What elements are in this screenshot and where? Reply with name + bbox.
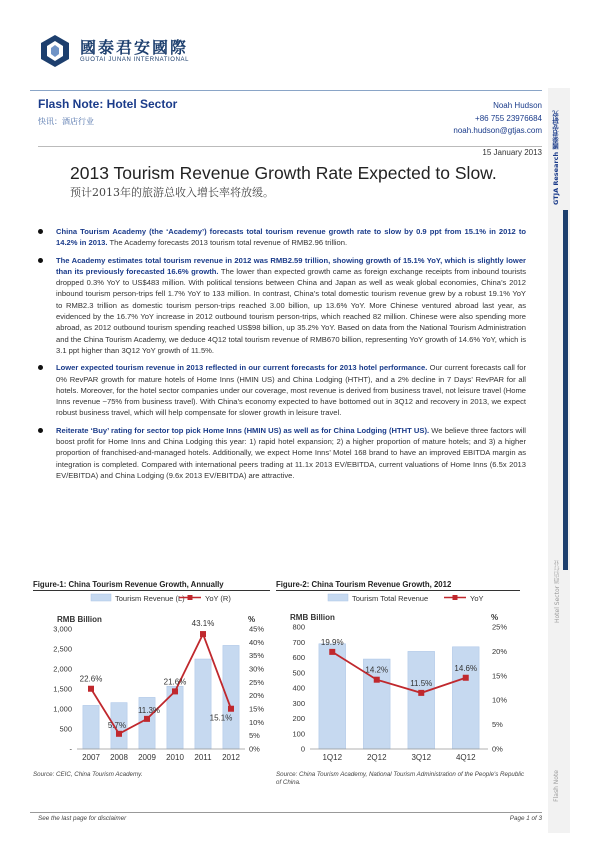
bullet-lead: The Academy estimates total tourism revenue in 2012 was RMB2.59 trillion, showing growth of 15.1% YoY, which is slightly lower than its previously forecasted 16.6% growth. (56, 255, 526, 276)
left-tick-label: 1,000 (53, 704, 72, 714)
report-title: 2013 Tourism Revenue Growth Rate Expected to Slow. (70, 163, 497, 183)
right-tick-label: 0% (492, 744, 503, 754)
right-tick-label: 25% (492, 622, 508, 632)
right-axis-title: % (248, 615, 256, 624)
left-axis-title: RMB Billion (290, 613, 335, 622)
left-tick-label: 2,000 (53, 664, 72, 674)
left-tick-label: 300 (292, 698, 305, 708)
left-tick-label: 800 (292, 622, 305, 632)
category-label: 2010 (166, 753, 184, 762)
bar (452, 647, 479, 749)
bullet-item (38, 362, 526, 418)
right-tick-label: 5% (249, 731, 260, 741)
legend-label-bar: Tourism Revenue (L) (115, 594, 185, 603)
category-label: 2008 (110, 753, 128, 762)
right-tick-label: 40% (249, 637, 265, 647)
data-label: 43.1% (191, 619, 215, 629)
bullet-dot-icon (38, 428, 43, 433)
legend-marker-line (453, 595, 458, 600)
figure2-source: Source: China Tourism Academy, National Tourism Administration of the People's Republic of China. (276, 771, 525, 786)
line-point (228, 706, 234, 712)
analyst-email: noah.hudson@gtjas.com (453, 126, 542, 135)
bar (408, 651, 435, 749)
left-tick-label: 3,000 (53, 624, 72, 634)
left-tick-label: - (69, 744, 72, 754)
bullet-dot-icon (38, 229, 43, 234)
bullet-body: The Academy forecasts 2013 tourism total revenue of RMB2.96 trillion. (107, 238, 348, 248)
legend-label-bar: Tourism Total Revenue (352, 594, 429, 603)
right-tick-label: 45% (249, 624, 265, 634)
sidebar-sector-label: Hotel Sector 酒店行业 (554, 560, 561, 623)
category-label: 2009 (138, 753, 156, 762)
left-tick-label: 2,500 (53, 644, 72, 654)
report-title-cn: 预计2013年的旅游总收入增长率将放缓。 (70, 186, 274, 199)
bar (195, 659, 211, 749)
data-label: 14.2% (365, 665, 389, 675)
footer-page-number: Page 1 of 3 (509, 815, 542, 822)
data-label: 11.5% (410, 678, 433, 688)
right-tick-label: 35% (249, 651, 265, 661)
bullet-list (38, 226, 526, 487)
line-point (329, 649, 335, 655)
data-label: 11.3% (137, 705, 161, 715)
bar (83, 705, 99, 749)
bullet-dot-icon (38, 365, 43, 370)
data-label: 22.6% (79, 674, 103, 684)
right-axis-title: % (491, 613, 499, 622)
bullet-lead: Lower expected tourism revenue in 2013 reflected in our current forecasts for 2013 hotel performance. (56, 363, 428, 373)
figure1-title: Figure-1: China Tourism Revenue Growth, Annually (33, 580, 224, 589)
right-tick-label: 5% (492, 720, 503, 730)
analyst-phone: +86 755 23976684 (475, 113, 542, 123)
date-rule (38, 146, 542, 147)
sidebar-research-label: GTJA Research 國泰君安研究 (552, 110, 560, 205)
category-label: 3Q12 (411, 753, 432, 762)
bullet-body: Our current forecasts call for 0% RevPAR growth for mature hotels of Home Inns (HMIN US) and China Lodging (HTHT), and a 2% decline in 7 Days’ RevPAR for all hotels. Moreover, for the hotel sector companies under our coverage, most revenue is derived from business travel, not leisure travel (Home Inns revenue ~75% from business travel). With China’s economy expected to have bottomed out in 3Q12 and recovery in 2013, we expect robust business travel, which will help compensate for slower growth in leisure travel. (56, 363, 526, 418)
legend-label-line: YoY (R) (205, 594, 231, 603)
bar (223, 645, 239, 749)
report-type-cn: 快讯：酒店行业 (38, 117, 94, 126)
line-point (418, 690, 424, 696)
company-logo (38, 32, 228, 72)
left-tick-label: 0 (300, 744, 305, 754)
figure2-title: Figure-2: China Tourism Revenue Growth, 2012 (276, 580, 452, 589)
left-tick-label: 700 (292, 637, 305, 647)
report-date: 15 January 2013 (482, 148, 542, 157)
right-tick-label: 10% (249, 717, 265, 727)
figure1-source: Source: CEIC, China Tourism Academy. (33, 771, 143, 778)
right-tick-label: 20% (492, 646, 508, 656)
left-tick-label: 1,500 (53, 684, 72, 694)
bar (319, 644, 346, 749)
right-tick-label: 10% (492, 695, 508, 705)
header-rule (30, 90, 542, 91)
right-tick-label: 30% (249, 664, 265, 674)
bullet-lead: Reiterate ‘Buy’ rating for sector top pick Home Inns (HMIN US) as well as for China Lodging (HTHT US). (56, 425, 430, 435)
chart-legend (91, 594, 231, 603)
line-point (172, 688, 178, 694)
report-type: Flash Note: Hotel Sector (38, 97, 178, 111)
right-tick-label: 15% (249, 704, 265, 714)
chart-legend (328, 594, 484, 603)
bullet-item (38, 255, 526, 357)
category-label: 2012 (222, 753, 240, 762)
left-tick-label: 500 (292, 668, 305, 678)
left-tick-label: 600 (292, 653, 305, 662)
left-tick-label: 400 (292, 683, 305, 693)
logo-name-cn: 國泰君安國際 (80, 38, 189, 57)
sidebar-accent-bar (563, 210, 568, 570)
bullet-body: We believe three factors will boost profit for Home Inns and China Lodging this year: 1) rapid hotel expansion; 2) a higher proportion of mature hotels; and 3) a higher proportion of franchised-and-managed hotels. Additionally, we expect Home Inns’ Motel 168 brand to have an improved EBITDA margin as integration is completed. Compared with international peers trading at 11.1x 2013 EV/EBITDA, current valuations of Home Inns (6.5x 2013 EV/EBITDA) and China Lodging (9.6x 2013 EV/EBITDA) are attractive. (56, 425, 526, 480)
category-label: 2011 (194, 753, 212, 762)
category-label: 2007 (82, 753, 100, 762)
bullet-dot-icon (38, 258, 43, 263)
footer-rule (30, 812, 542, 813)
bullet-item (38, 425, 526, 481)
right-tick-label: 20% (249, 691, 265, 701)
legend-swatch-bar (91, 594, 111, 601)
data-label: 21.6% (163, 677, 187, 687)
category-label: 2Q12 (366, 753, 387, 762)
chart-quarterly-tourism (276, 591, 520, 769)
logo-name-en: GUOTAI JUNAN INTERNATIONAL (80, 57, 190, 63)
bullet-body: The lower than expected growth came as foreign exchange receipts from inbound tourists dropped 0.3% YoY to US$483 million. With political tensions between China and Japan as well as weak global economies, China’s 2012 inbound tourism person-trips fell 1.7% YoY to 133 million. In contrast, China’s total domestic tourism revenue grew by a robust 19.1% YoY to RMB2.3 trillion as domestic tourism person-trips reached 3.00 billion, up 13.6% YoY. More Chinese ventured abroad last year, as evidenced by the 16.7% YoY increase in 2012 outbound tourism person-trips, which reached 82 million. Chinese were also spending more abroad, as 2012 outbound tourism spending reached US$98 billion, up 35.2% YoY. Based on data from the National Tourism Administration and the China Tourism Academy, we deduce 4Q12 total tourism revenue of RMB670 billion, representing YoY growth of 14.6% YoY, which is 3.1 ppt higher than 3Q12 YoY growth of 11.5%. (56, 266, 527, 355)
right-tick-label: 0% (249, 744, 260, 754)
category-label: 4Q12 (455, 753, 476, 762)
bar (167, 686, 183, 749)
line-point (88, 686, 94, 692)
left-tick-label: 200 (292, 714, 305, 723)
chart-annual-tourism (33, 591, 270, 769)
data-label: 5.7% (107, 720, 127, 730)
sidebar-flash-label: Flash Note (553, 770, 560, 802)
line-point (200, 631, 206, 637)
line-point (144, 716, 150, 722)
right-tick-label: 15% (492, 671, 508, 681)
data-label: 14.6% (454, 663, 478, 673)
footer-disclaimer: See the last page for disclaimer (38, 815, 127, 822)
logo-mark-icon (38, 34, 72, 68)
bullet-lead: China Tourism Academy (the ‘Academy’) forecasts total tourism revenue growth rate to slow by 0.9 ppt from 15.1% in 2012 to 14.2% in 2013. (56, 227, 526, 248)
line-point (116, 731, 122, 737)
left-tick-label: 500 (59, 724, 72, 734)
series-line (332, 652, 466, 693)
left-tick-label: 100 (292, 729, 305, 739)
bullet-item (38, 226, 526, 249)
right-tick-label: 25% (249, 677, 265, 687)
line-point (374, 677, 380, 683)
category-label: 1Q12 (322, 753, 343, 762)
analyst-contact (453, 100, 542, 138)
legend-label-line: YoY (470, 594, 484, 603)
data-label: 19.9% (320, 637, 344, 647)
line-point (463, 675, 469, 681)
legend-marker-line (188, 595, 193, 600)
legend-swatch-bar (328, 594, 348, 601)
data-label: 15.1% (209, 713, 233, 723)
analyst-name: Noah Hudson (493, 101, 542, 110)
left-axis-title: RMB Billion (57, 615, 102, 624)
